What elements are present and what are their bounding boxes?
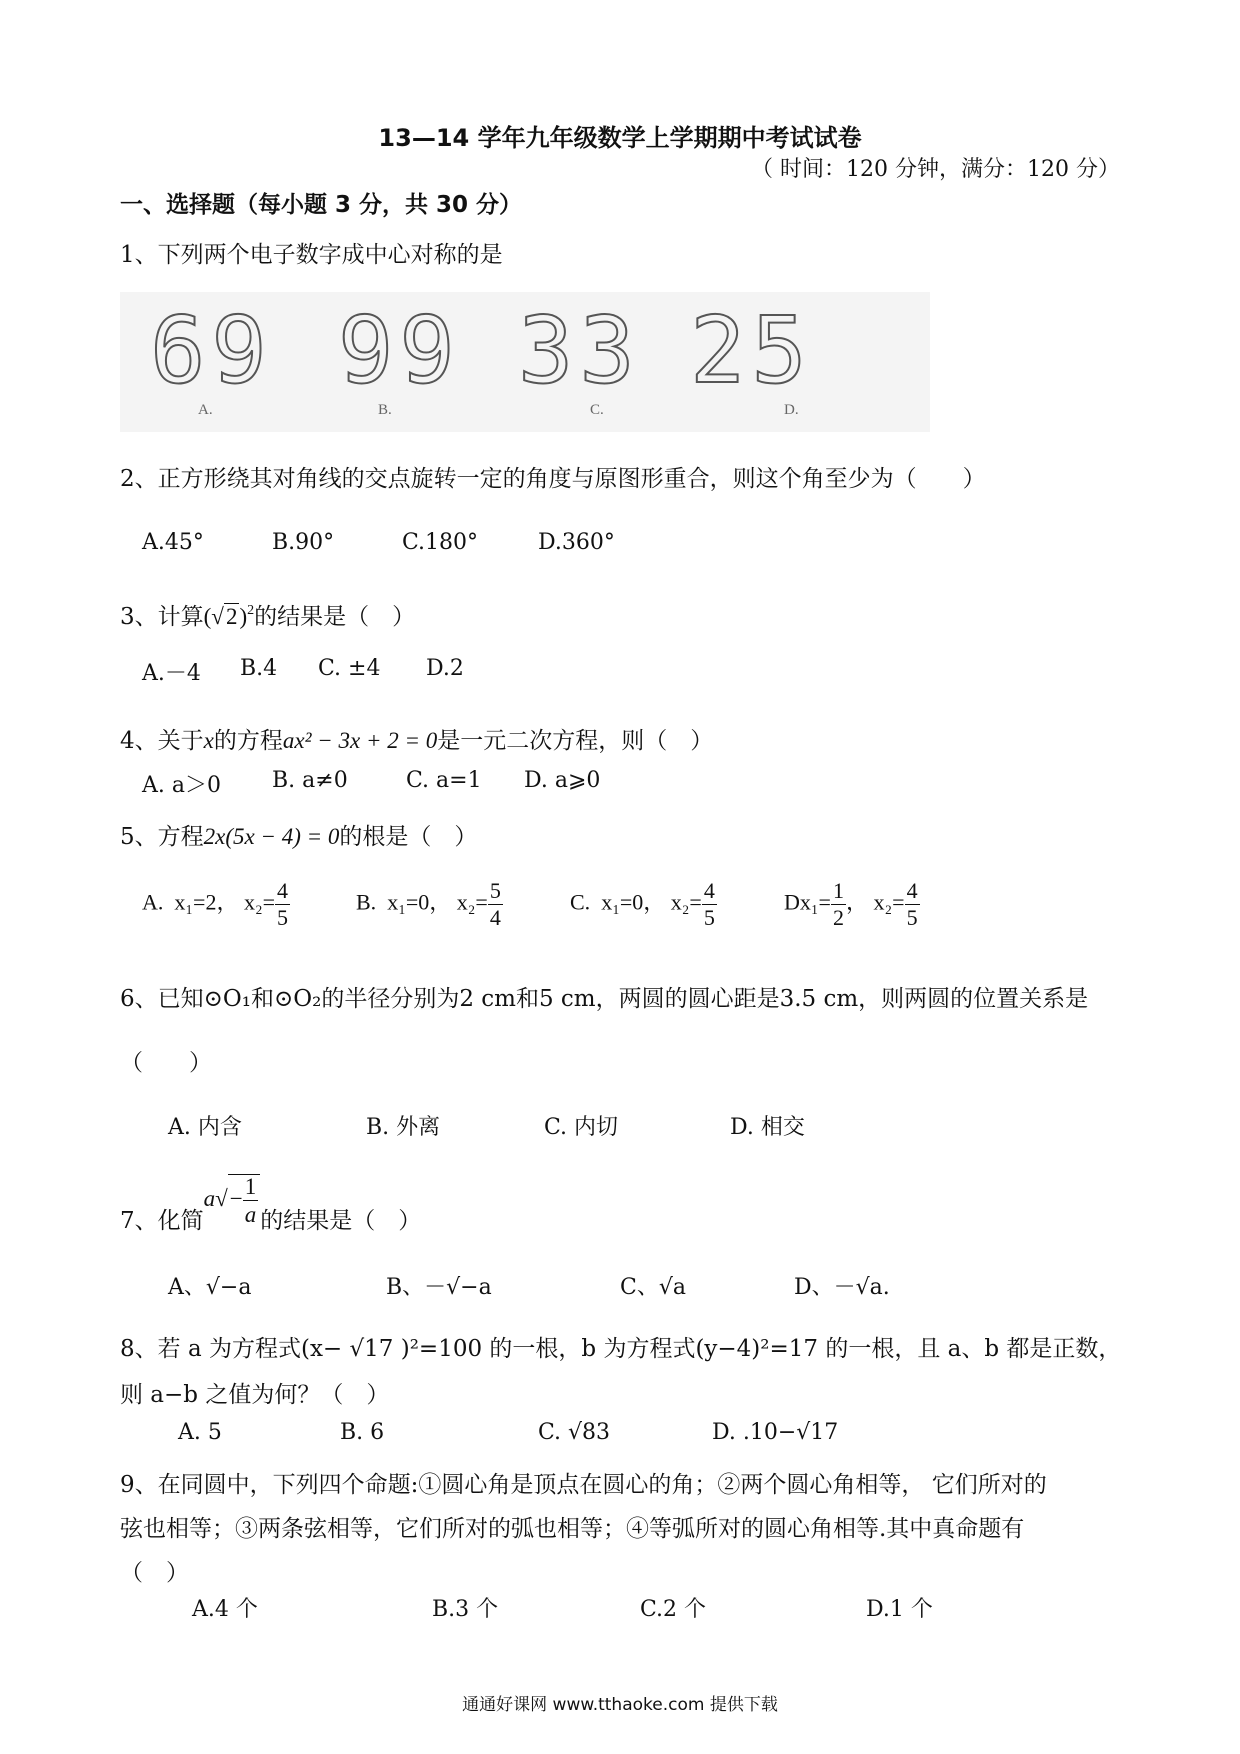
question-4-option-d[interactable]: D. a⩾0 (524, 768, 601, 793)
root-x2: x₂= (243, 889, 276, 915)
question-9-option-d[interactable]: D.1 个 (866, 1597, 933, 1622)
question-5-prefix: 5、方程 (120, 824, 204, 850)
question-7-option-c[interactable]: C、√a (620, 1275, 686, 1300)
question-9-option-a[interactable]: A.4 个 (192, 1597, 258, 1622)
question-9-option-c[interactable]: C.2 个 (640, 1597, 707, 1622)
question-8-option-d[interactable]: D. .10−√17 (712, 1420, 839, 1445)
question-7-prefix: 7、化简 (120, 1207, 204, 1234)
expression-exponent: 2 (247, 603, 255, 618)
sqrt-expression: $(√2)^2$ (203, 603, 255, 629)
numerator: 4 (906, 878, 918, 903)
fraction (905, 880, 920, 929)
denominator: 5 (703, 905, 715, 930)
digit-pair-b: 99 (338, 297, 461, 404)
question-9-answer-paren: （ ） (120, 1560, 189, 1586)
question-5-option-b[interactable] (356, 880, 503, 929)
question-3-option-d[interactable]: D.2 (426, 656, 464, 681)
question-3-text (120, 598, 415, 631)
question-8-line-2: 则 a−b 之值为何？（ ） (120, 1382, 390, 1408)
question-7-suffix: 的结果是（ ） (260, 1207, 422, 1234)
fraction (702, 880, 717, 929)
question-3-option-b[interactable]: B.4 (240, 656, 278, 681)
question-4-mid: 的方程 (213, 728, 283, 754)
figure-label-a: A. (198, 402, 213, 418)
question-4-suffix: 是一元二次方程，则（ ） (437, 728, 714, 754)
quadratic-equation: ax² − 3x + 2 = 0 (282, 728, 438, 753)
question-5-suffix: 的根是（ ） (339, 824, 478, 850)
question-4-text (120, 722, 713, 755)
question-2-option-a[interactable]: A.45° (142, 530, 204, 555)
digit-pair-c: 33 (518, 297, 641, 404)
figure-label-d: D. (784, 402, 799, 418)
option-label: C. (570, 889, 591, 915)
question-2-option-c[interactable]: C.180° (402, 530, 479, 555)
question-3-option-a[interactable]: A.－4 (142, 661, 201, 686)
question-3-suffix: 的结果是（ ） (254, 604, 416, 630)
question-8-line-1: 8、若 a 为方程式(x− √17 )²=100 的一根，b 为方程式(y−4)²=17 的一根，且 a、b 都是正数， (120, 1336, 1122, 1362)
question-4-prefix: 4、关于 (120, 728, 204, 754)
question-6-text: 6、已知⊙O₁和⊙O₂的半径分别为2 cm和5 cm，两圆的圆心距是3.5 cm，则两圆的位置关系是 (120, 986, 1089, 1012)
numerator: 4 (703, 878, 715, 903)
question-2-option-b[interactable]: B.90° (272, 530, 335, 555)
question-9-option-b[interactable]: B.3 个 (432, 1597, 499, 1622)
question-4-option-b[interactable]: B. a≠0 (272, 768, 348, 793)
root-x2: x₂= (670, 889, 702, 915)
root-x1: x₁=2， (174, 889, 239, 915)
denominator: 5 (277, 905, 289, 930)
minus-sign: − (229, 1185, 243, 1211)
option-label: D (784, 889, 800, 915)
question-2-text: 2、正方形绕其对角线的交点旋转一定的角度与原图形重合，则这个角至少为（ ） (120, 466, 986, 492)
question-5-text (120, 818, 477, 851)
question-8-option-a[interactable]: A. 5 (178, 1420, 222, 1445)
digit-pair-d: 25 (690, 297, 813, 404)
fraction (275, 880, 290, 929)
sqrt-radicand: 2 (225, 604, 238, 629)
question-3-option-c[interactable]: C. ±4 (318, 656, 381, 681)
question-4-option-c[interactable]: C. a=1 (406, 768, 482, 793)
question-7-option-d[interactable]: D、－√a. (794, 1275, 890, 1300)
option-label: B. (356, 889, 377, 915)
section-heading: 一、选择题（每小题 3 分，共 30 分） (120, 192, 523, 218)
denominator: a (244, 1202, 257, 1227)
question-8-option-b[interactable]: B. 6 (340, 1420, 385, 1445)
digit-pair-a: 69 (150, 297, 273, 404)
page-footer: 通通好课网 www.tthaoke.com 提供下载 (462, 1695, 778, 1715)
root-x1: x₁= (799, 889, 831, 915)
figure-label-b: B. (378, 402, 392, 418)
root-x2: x₂= (456, 889, 488, 915)
question-8-option-c[interactable]: C. √83 (538, 1420, 611, 1445)
figure-label-c: C. (590, 402, 604, 418)
numerator: 1 (832, 878, 844, 903)
root-x2: x₂= (873, 889, 905, 915)
variable-x: x (203, 728, 214, 753)
question-9-line-1: 9、在同圆中，下列四个命题:①圆心角是顶点在圆心的角；②两个圆心角相等， 它们所对的 (120, 1472, 1047, 1498)
question-5-option-a[interactable] (142, 880, 290, 929)
page-title: 13—14 学年九年级数学上学期期中考试试卷 (378, 124, 862, 152)
question-6-option-d[interactable]: D. 相交 (730, 1115, 805, 1140)
question-3-prefix: 3、计算 (120, 604, 204, 630)
question-7-option-b[interactable]: B、－√−a (386, 1275, 492, 1300)
numerator: 5 (489, 878, 501, 903)
coefficient-a: a (203, 1185, 216, 1211)
root-x1: x₁=0， (387, 889, 452, 915)
numerator: 4 (277, 878, 289, 903)
question-2-option-d[interactable]: D.360° (538, 530, 615, 555)
question-7-text (120, 1174, 421, 1235)
separator: ， (845, 889, 868, 915)
question-5-option-c[interactable] (570, 880, 717, 929)
denominator: 5 (906, 905, 918, 930)
question-9-line-2: 弦也相等；③两条弦相等，它们所对的弧也相等；④等弧所对的圆心角相等.其中真命题有 (120, 1516, 1025, 1542)
equation-5: 2x(5x − 4) = 0 (203, 824, 340, 849)
question-6-option-b[interactable]: B. 外离 (366, 1115, 441, 1140)
question-7-option-a[interactable]: A、√−a (168, 1275, 252, 1300)
fraction (488, 880, 503, 929)
fraction (831, 880, 846, 929)
question-6-option-c[interactable]: C. 内切 (544, 1115, 619, 1140)
option-label: A. (142, 889, 164, 915)
radical-expression: a√− $\frac{1}{a}$ (204, 1186, 261, 1211)
denominator: 4 (489, 905, 501, 930)
root-x1: x₁=0， (601, 889, 666, 915)
fraction (243, 1175, 259, 1226)
question-5-option-d[interactable] (784, 880, 920, 929)
question-1-text: 1、下列两个电子数字成中心对称的是 (120, 242, 503, 268)
question-1-figure (120, 292, 930, 432)
question-6-option-a[interactable]: A. 内含 (168, 1115, 242, 1140)
question-6-answer-paren: （ ） (120, 1050, 212, 1076)
numerator: 1 (244, 1174, 257, 1199)
exam-time-note: （ 时间：120 分钟，满分：120 分） (751, 157, 1120, 182)
digital-digits-figure (120, 292, 930, 432)
denominator: 2 (832, 905, 844, 930)
question-4-option-a[interactable]: A. a＞0 (142, 773, 221, 798)
